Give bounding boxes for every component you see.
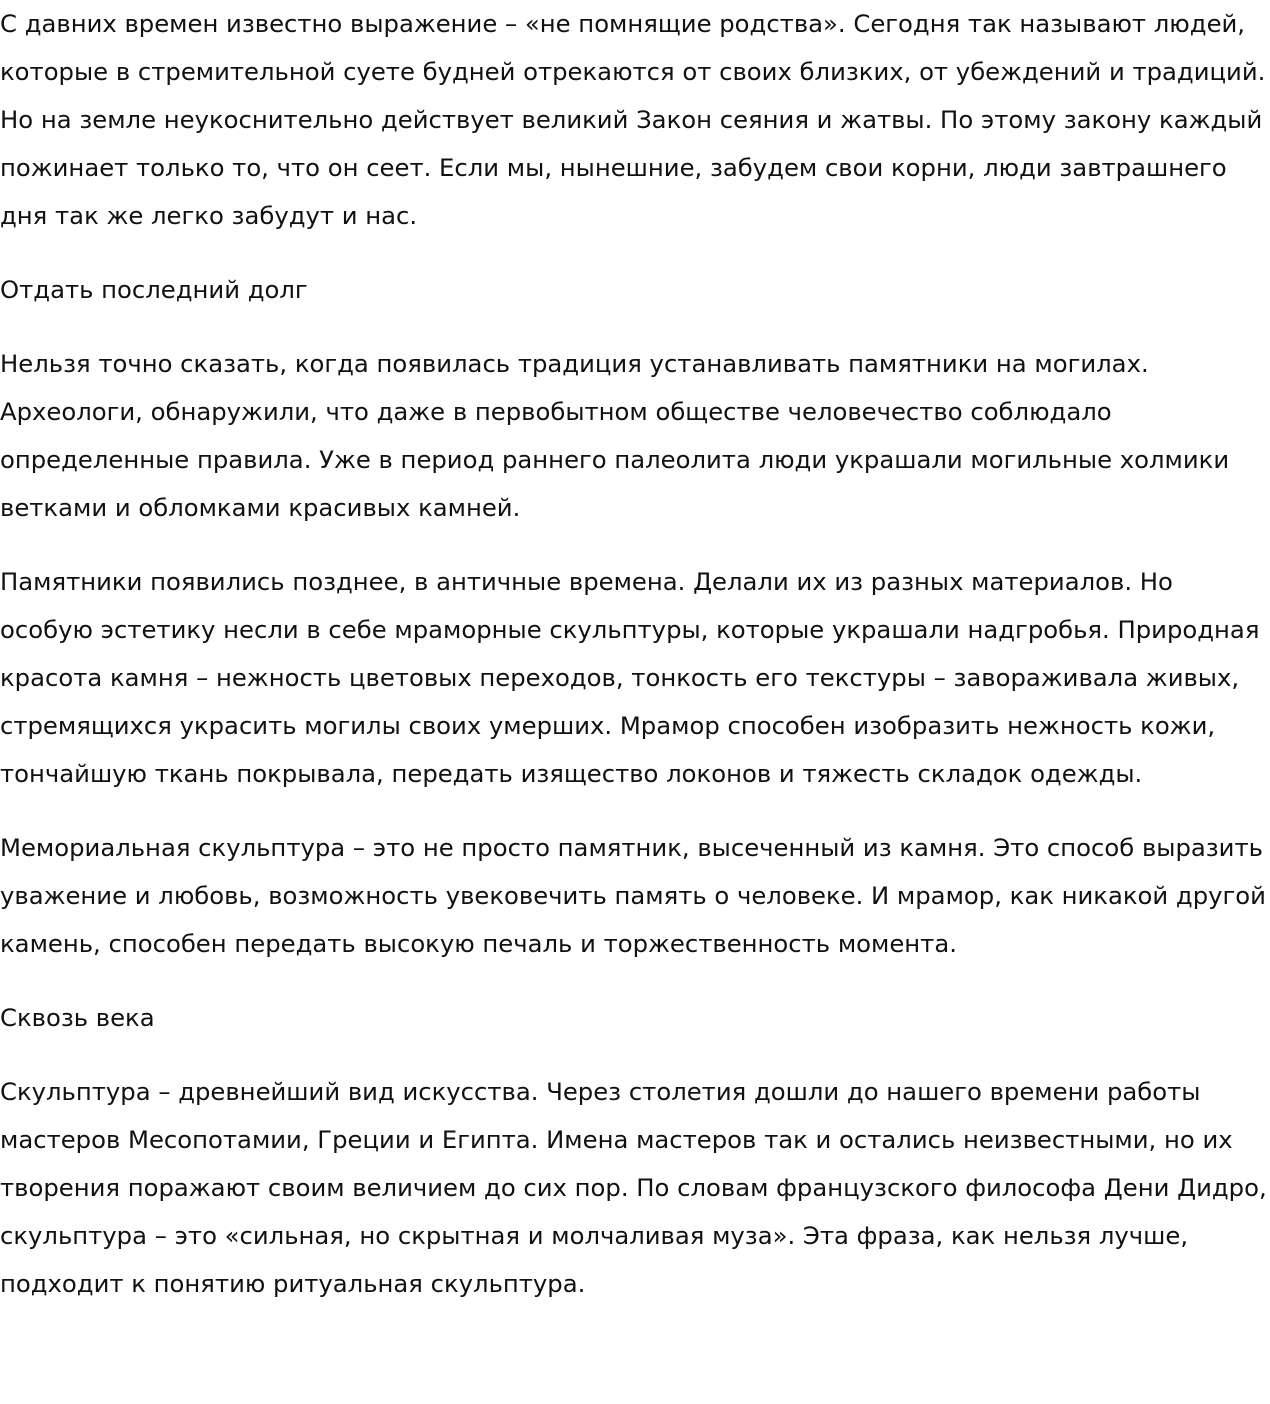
tradition-paragraph: Нельзя точно сказать, когда появилась традиция устанавливать памятники на могилах. Археологи, обнаружили, что даже в первобытном обществе человечество соблюдало определенные правила. Уже в период раннего палеолита люди украшали могильные холмики ветками и обломками красивых камней. <box>0 349 1230 522</box>
memorial-paragraph: Мемориальная скульптура – это не просто памятник, высеченный из камня. Это способ выразить уважение и любовь, возможность увековечить память о человеке. И мрамор, как никакой другой камень, способен передать высокую печаль и торжественность момента. <box>0 833 1266 958</box>
marble-paragraph: Памятники появились позднее, в античные времена. Делали их из разных материалов. Но особую эстетику несли в себе мраморные скульптуры, которые украшали надгробья. Природная красота камня – нежность цветовых переходов, тонкость его текстуры – завораживала живых, стремящихся украсить могилы своих умерших. Мрамор способен изобразить нежность кожи, тончайшую ткань покрывала, передать изящество локонов и тяжесть складок одежды. <box>0 567 1260 788</box>
section-heading-through-ages: Сквозь века <box>0 1003 155 1032</box>
intro-paragraph: С давних времен известно выражение – «не помнящие родства». Сегодня так называют людей, которые в стремительной суете будней отрекаются от своих близких, от убеждений и традиций. Но на земле неукоснительно действует великий Закон сеяния и жатвы. По этому закону каждый пожинает только то, что он сеет. Если мы, нынешние, забудем свои корни, люди завтрашнего дня так же легко забудут и нас. <box>0 9 1266 230</box>
section-heading-last-duty: Отдать последний долг <box>0 275 308 304</box>
sculpture-paragraph: Скульптура – древнейший вид искусства. Через столетия дошли до нашего времени работы мастеров Месопотамии, Греции и Египта. Имена мастеров так и остались неизвестными, но их творения поражают своим величием до сих пор. По словам французского философа Дени Дидро, скульптура – это «сильная, но скрытная и молчаливая муза». Эта фраза, как нельзя лучше, подходит к понятию ритуальная скульптура. <box>0 1077 1267 1298</box>
